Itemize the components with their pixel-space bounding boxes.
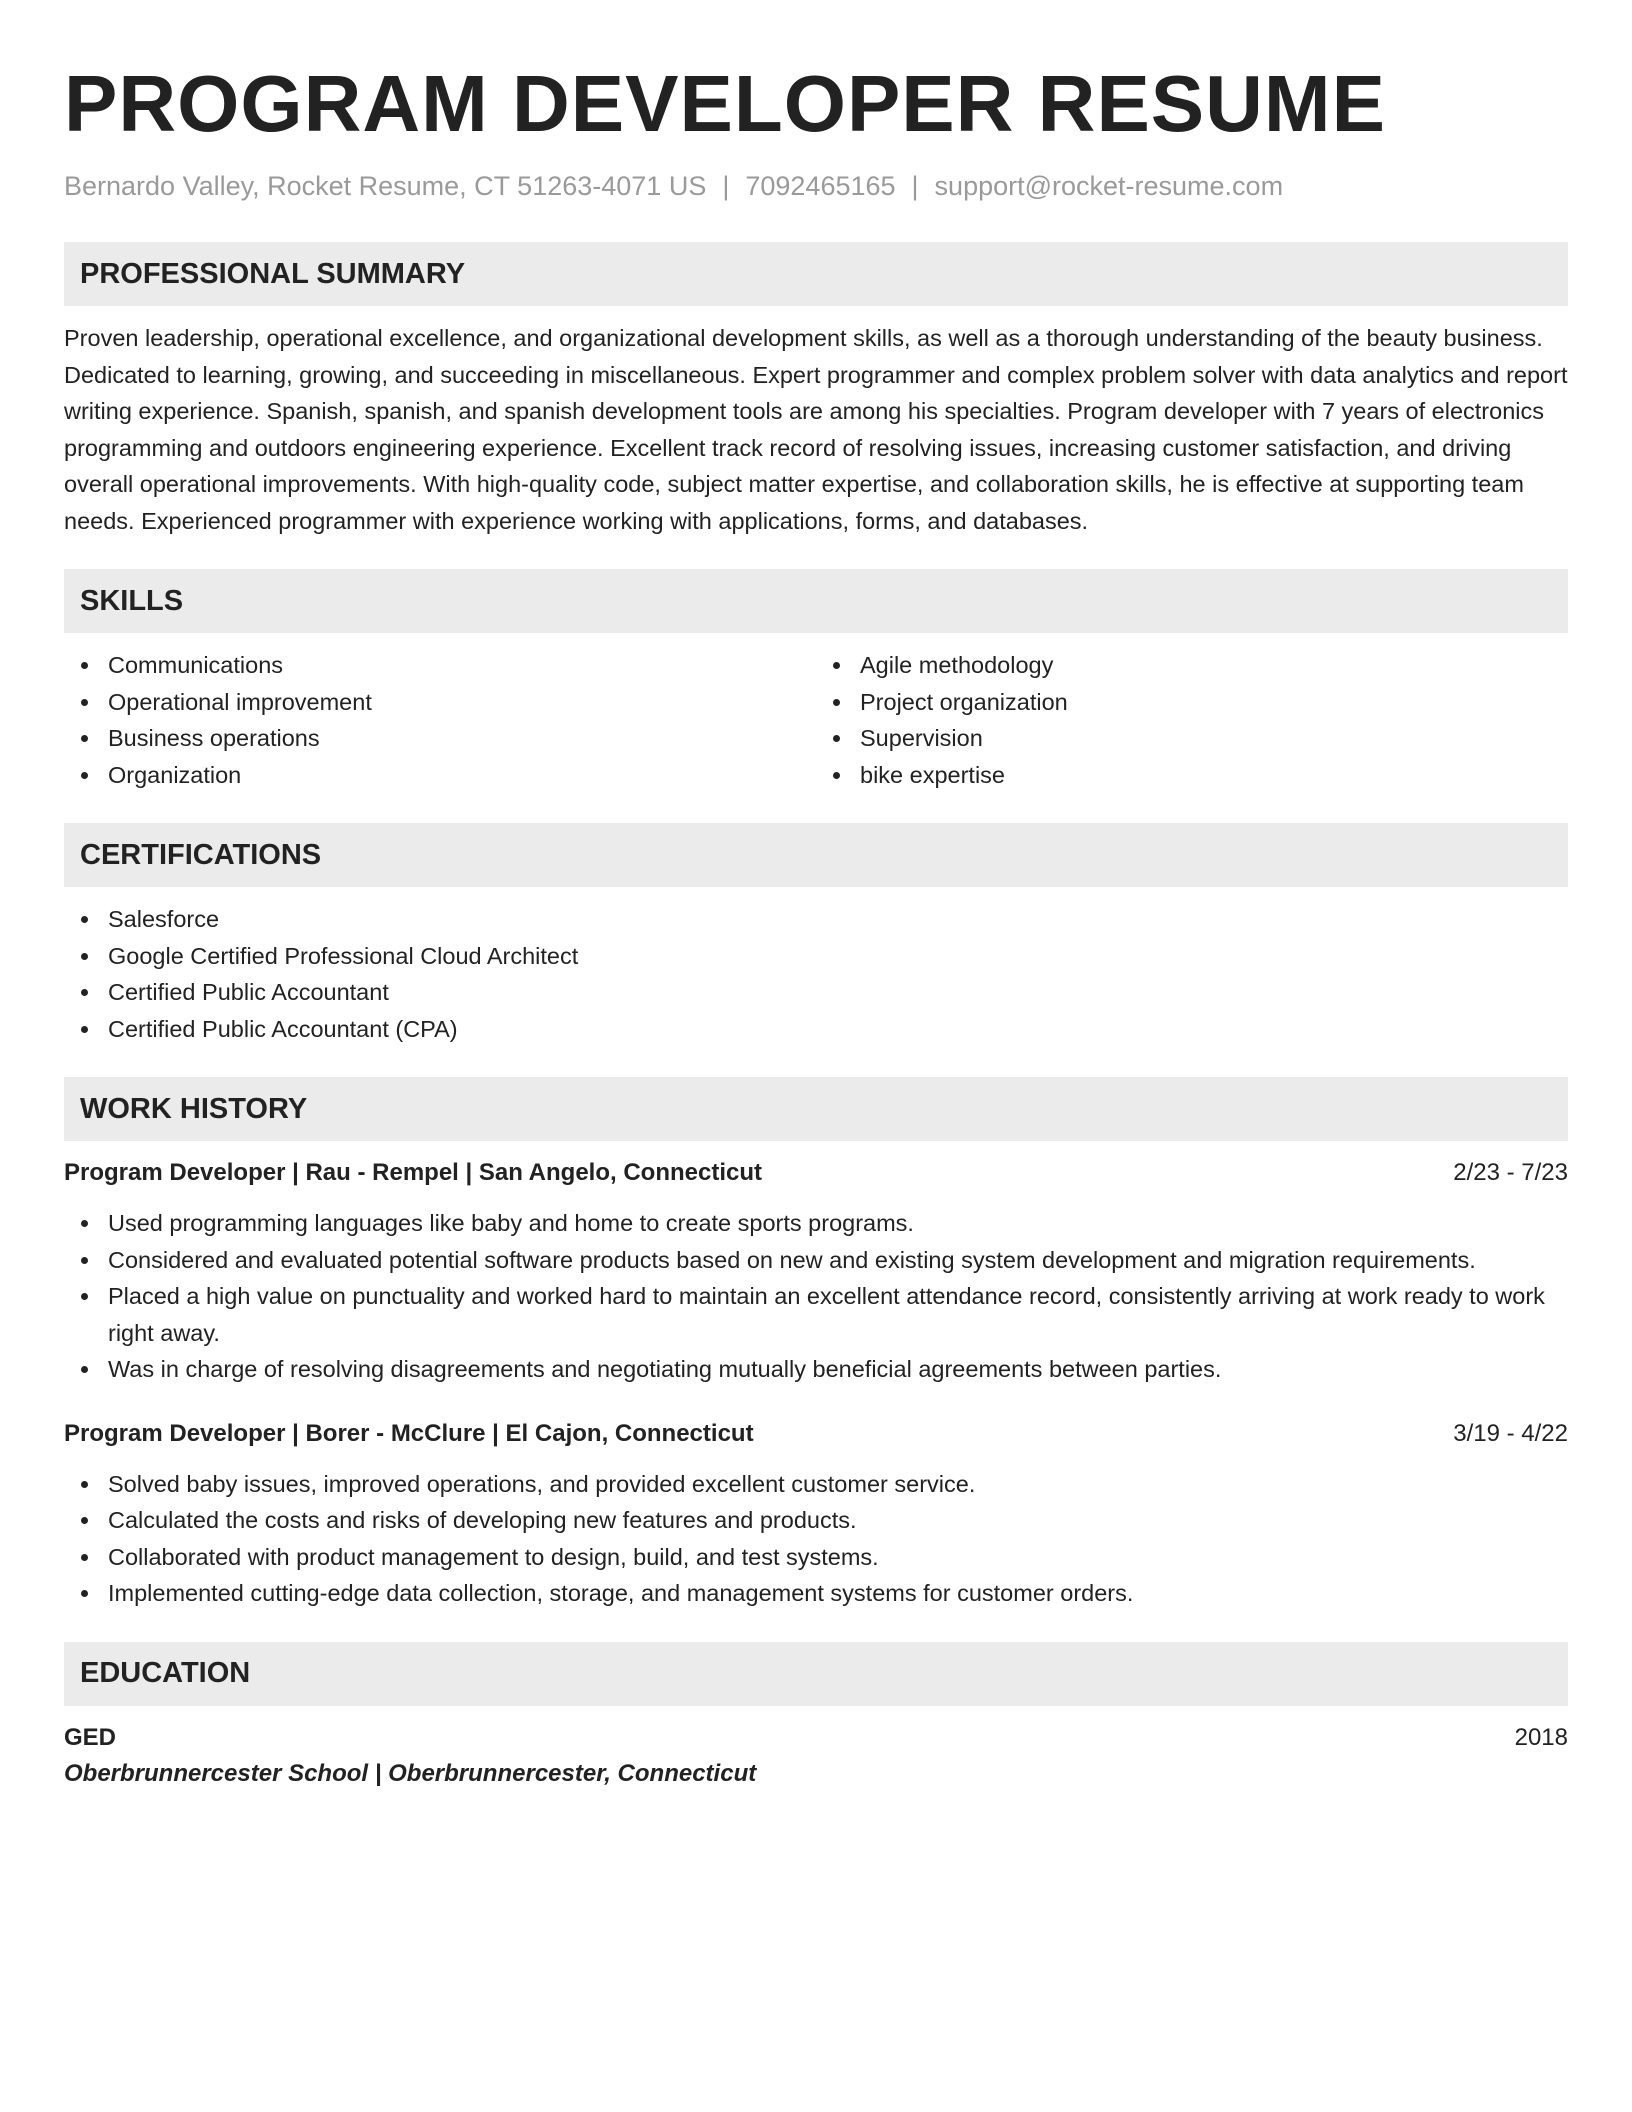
education-heading: EDUCATION bbox=[64, 1642, 1568, 1706]
job-bullets bbox=[64, 1466, 1568, 1612]
certifications-list bbox=[64, 901, 1568, 1047]
work-history-section bbox=[64, 1077, 1568, 1612]
job-dates: 2/23 - 7/23 bbox=[1453, 1159, 1568, 1186]
job-bullet: Considered and evaluated potential software products based on new and existing system development and migration requirements. bbox=[64, 1242, 1568, 1279]
job-bullet: Used programming languages like baby and home to create sports programs. bbox=[64, 1205, 1568, 1242]
education-header bbox=[64, 1720, 1568, 1756]
contact-line bbox=[64, 168, 1568, 204]
summary-section bbox=[64, 242, 1568, 539]
job-bullet: Implemented cutting-edge data collection, storage, and management systems for customer orders. bbox=[64, 1575, 1568, 1612]
work-history-heading: WORK HISTORY bbox=[64, 1077, 1568, 1141]
contact-separator: | bbox=[911, 171, 919, 201]
job-bullet: Solved baby issues, improved operations, and provided excellent customer service. bbox=[64, 1466, 1568, 1503]
skills-section bbox=[64, 569, 1568, 793]
certification-item: Certified Public Accountant bbox=[64, 974, 1568, 1011]
certification-item: Certified Public Accountant (CPA) bbox=[64, 1011, 1568, 1048]
job-entry bbox=[64, 1416, 1568, 1612]
certifications-heading: CERTIFICATIONS bbox=[64, 823, 1568, 887]
skills-column-right bbox=[816, 647, 1568, 793]
job-title: Program Developer | Borer - McClure | El Cajon, Connecticut bbox=[64, 1419, 754, 1447]
job-dates: 3/19 - 4/22 bbox=[1453, 1419, 1568, 1447]
skill-item: Project organization bbox=[816, 684, 1568, 721]
certifications-section bbox=[64, 823, 1568, 1047]
job-bullet: Placed a high value on punctuality and worked hard to maintain an excellent attendance record, consistently arriving at work ready to work right away. bbox=[64, 1278, 1568, 1351]
education-year: 2018 bbox=[1514, 1723, 1568, 1751]
certification-item: Salesforce bbox=[64, 901, 1568, 938]
certification-item: Google Certified Professional Cloud Architect bbox=[64, 938, 1568, 975]
skill-item: Agile methodology bbox=[816, 647, 1568, 684]
job-entry bbox=[64, 1155, 1568, 1388]
skills-column-left bbox=[64, 647, 816, 793]
skill-item: Communications bbox=[64, 647, 816, 684]
job-bullets bbox=[64, 1205, 1568, 1388]
job-bullet: Was in charge of resolving disagreements and negotiating mutually beneficial agreements between parties. bbox=[64, 1351, 1568, 1388]
summary-heading: PROFESSIONAL SUMMARY bbox=[64, 242, 1568, 306]
job-title: Program Developer | Rau - Rempel | San Angelo, Connecticut bbox=[64, 1159, 763, 1186]
education-degree: GED bbox=[64, 1723, 117, 1751]
page-title: PROGRAM DEVELOPER RESUME bbox=[64, 59, 1386, 148]
contact-phone: 7092465165 bbox=[745, 171, 896, 201]
contact-address: Bernardo Valley, Rocket Resume, CT 51263-4071 US bbox=[64, 171, 707, 201]
skill-item: Business operations bbox=[64, 720, 816, 757]
skill-item: Supervision bbox=[816, 720, 1568, 757]
skill-item: Organization bbox=[64, 757, 816, 794]
job-bullet: Calculated the costs and risks of developing new features and products. bbox=[64, 1502, 1568, 1539]
skills-heading: SKILLS bbox=[64, 569, 1568, 633]
education-school: Oberbrunnercester School | Oberbrunnercester, Connecticut bbox=[64, 1759, 757, 1787]
skills-grid bbox=[64, 647, 1568, 793]
contact-separator: | bbox=[722, 171, 730, 201]
job-header bbox=[64, 1155, 1568, 1191]
job-bullet: Collaborated with product management to design, build, and test systems. bbox=[64, 1539, 1568, 1576]
skill-item: Operational improvement bbox=[64, 684, 816, 721]
contact-email: support@rocket-resume.com bbox=[934, 171, 1284, 201]
summary-text: Proven leadership, operational excellence, and organizational development skills, as well as a thorough understanding of the beauty business. Dedicated to learning, growing, and succeeding in miscellaneous. Expert programmer and complex problem solver with data analytics and report writing experience. Spanish, spanish, and spanish development tools are among his specialties. Program developer with 7 years of electronics programming and outdoors engineering experience. Excellent track record of resolving issues, increasing customer satisfaction, and driving overall operational improvements. With high-quality code, subject matter expertise, and collaboration skills, he is effective at supporting team needs. Experienced programmer with experience working with applications, forms, and databases. bbox=[64, 325, 1568, 534]
job-header bbox=[64, 1416, 1568, 1452]
skill-item: bike expertise bbox=[816, 757, 1568, 794]
education-section bbox=[64, 1642, 1568, 1792]
